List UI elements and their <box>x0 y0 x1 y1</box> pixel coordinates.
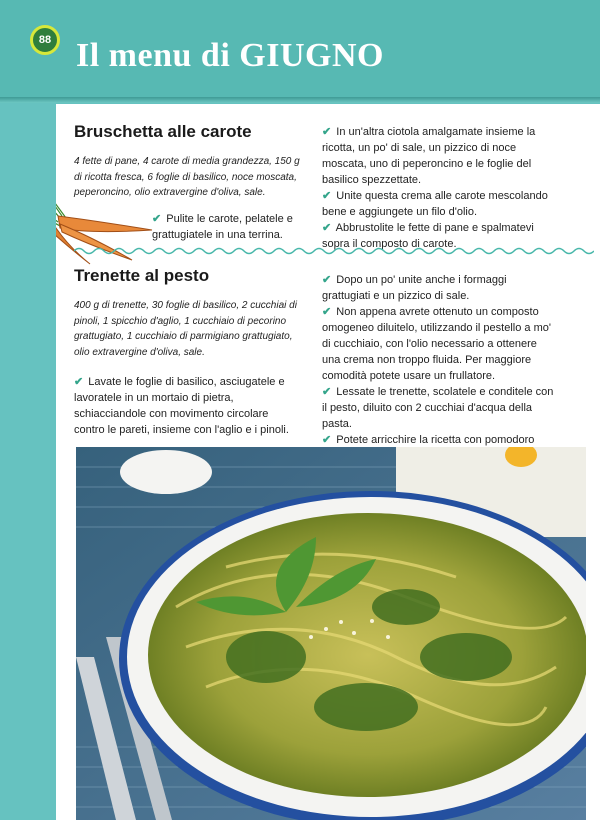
step <box>322 188 556 220</box>
step <box>322 384 556 432</box>
check-icon: ✔ <box>322 434 332 446</box>
page-number: 88 <box>38 34 52 46</box>
step-text: Abbrustolite le fette di pane e spalmatevi sopra il composto di carote. <box>322 222 534 250</box>
step <box>322 272 556 304</box>
ingredients-trenette: 400 g di trenette, 30 foglie di basilico, 2 cucchiai di pinoli, 1 spicchio d'aglio, 1 cucchiaio di pecorino grattugiato, 1 cucchiaio di parmigiano grattugiato, olio extravergine d'oliva, sale. <box>74 300 297 358</box>
step <box>322 124 556 188</box>
steps-left-bruschetta <box>152 211 296 243</box>
step <box>152 211 296 243</box>
ingredients-bruschetta: 4 fette di pane, 4 carote di media grandezza, 150 g di ricotta fresca, 6 foglie di basilico, noce moscata, peperoncino, olio extravergine d'oliva, sale. <box>74 156 300 199</box>
recipe-title-bruschetta: Bruschetta alle carote <box>74 122 252 141</box>
recipe-title-trenette: Trenette al pesto <box>74 266 210 285</box>
page-number-badge <box>30 25 60 55</box>
steps-left-trenette <box>74 374 300 438</box>
step-text: Dopo un po' unite anche i formaggi grattugiati e un pizzico di sale. <box>322 274 507 302</box>
check-icon: ✔ <box>322 386 332 398</box>
content-panel <box>56 104 600 820</box>
step-text: Potete arricchire la ricetta con pomodoro <box>336 434 535 446</box>
step <box>74 374 300 438</box>
step <box>322 304 556 384</box>
step-text: In un'altra ciotola amalgamate insieme la ricotta, un po' di sale, un pizzico di noce moscata, uno di peperoncino e le foglie del basilico spezzettate. <box>322 126 536 186</box>
check-icon: ✔ <box>322 126 332 138</box>
pasta-photo <box>76 447 586 820</box>
step-text: Lavate le foglie di basilico, asciugatele e lavoratele in un mortaio di pietra, schiacciandole con movimento circolare contro le pareti, insieme con l'aglio e i pinoli. <box>74 376 289 436</box>
check-icon: ✔ <box>152 213 162 225</box>
step-text: Pulite le carote, pelatele e grattugiatele in una terrina. <box>152 213 293 241</box>
pasta-photo-art <box>76 447 586 820</box>
check-icon: ✔ <box>74 376 84 388</box>
wavy-divider <box>74 244 594 258</box>
check-icon: ✔ <box>322 274 332 286</box>
header-shadow <box>0 97 600 103</box>
check-icon: ✔ <box>322 190 332 202</box>
check-icon: ✔ <box>322 306 332 318</box>
step-text: Non appena avrete ottenuto un composto omogeneo diluitelo, utilizzando il pestello a mo' di cucchiaio, con l'olio necessario a ottenere una crema non troppo fluida. Per maggiore comodità potete usare un frullatore. <box>322 306 551 382</box>
page-title: Il menu di GIUGNO <box>76 37 384 74</box>
step-text: Lessate le trenette, scolatele e conditele con il pesto, diluito con 2 cucchiai d'acqua della pasta. <box>322 386 554 430</box>
step-text: Unite questa crema alle carote mescolando bene e aggiungete un filo d'olio. <box>322 190 548 218</box>
check-icon: ✔ <box>322 222 332 234</box>
steps-right-bruschetta <box>322 124 556 252</box>
